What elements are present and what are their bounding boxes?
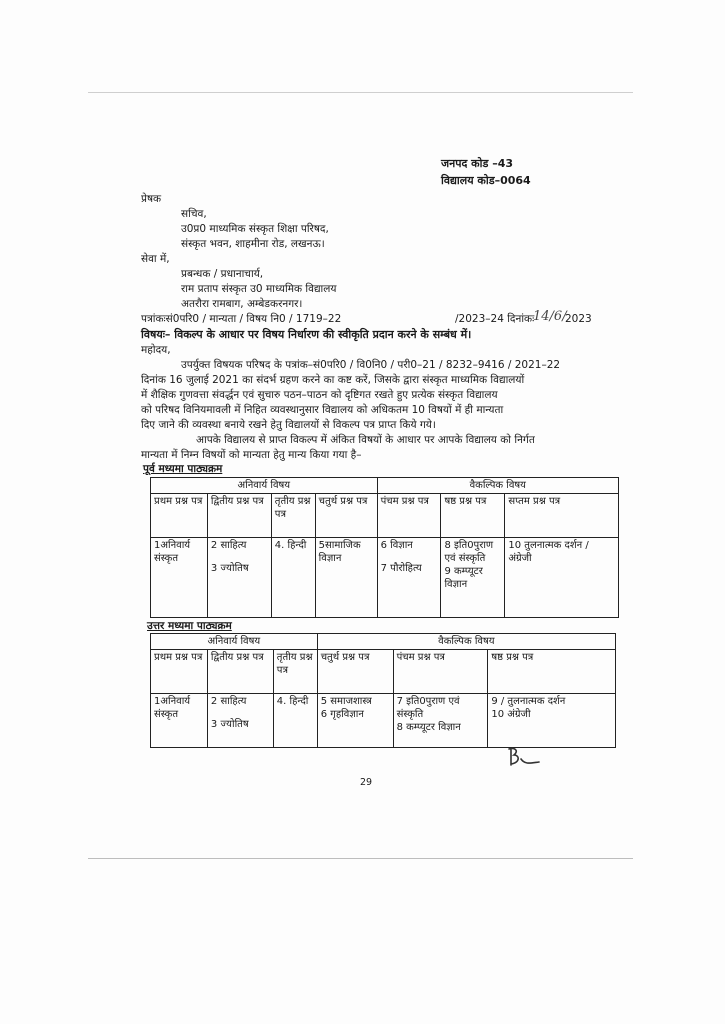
cell-text: 1अनिवार्य संस्कृत — [154, 540, 191, 564]
column-header: पंचम प्रश्न पत्र — [377, 494, 441, 538]
table-cell — [151, 694, 208, 748]
sender-line: सचिव, — [181, 208, 207, 220]
cell-text: 3 ज्योतिष — [210, 563, 249, 574]
table-group-row — [151, 478, 619, 494]
cell-text: 2 साहित्य — [210, 696, 247, 707]
cell-text: 1अनिवार्य संस्कृत — [154, 696, 191, 720]
table1-title: पूर्व मध्यमा पाठ्यक्रम — [143, 463, 223, 475]
cell-text: 2 साहित्य — [210, 540, 247, 551]
paragraph-line: दिए जाने की व्यवस्था बनाये रखने हेतु विद्यालयों से विकल्प पत्र प्राप्त किये गये। — [141, 419, 436, 431]
cell-text: 5सामाजिक विज्ञान — [318, 540, 361, 564]
paragraph-line: को परिषद विनियमावली में निहित व्यवस्थानुसार विद्यालय को अधिकतम 10 विषयों में ही मान्यता — [141, 404, 504, 416]
cell-text: 10 तुलनात्मक दर्शन / अंग्रेजी — [508, 540, 589, 564]
table-row — [151, 694, 616, 748]
group-header-optional: वैकल्पिक विषय — [317, 634, 615, 650]
reference-number: पत्रांकःसं0परि0 / मान्यता / विषय नि0 / 1719–22 — [141, 313, 342, 325]
column-header: तृतीय प्रश्न पत्र — [273, 650, 317, 694]
handwritten-initials — [505, 745, 545, 771]
cell-text: 4. हिन्दी — [276, 696, 309, 707]
column-header: द्वितीय प्रश्न पत्र — [207, 494, 271, 538]
top-scan-line — [88, 92, 633, 93]
table-cell — [151, 538, 208, 618]
table-row — [151, 538, 619, 618]
sender-label: प्रेषक — [141, 193, 162, 205]
table-cell — [488, 694, 616, 748]
column-header: चतुर्थ प्रश्न पत्र — [315, 494, 377, 538]
recipient-line: राम प्रताप संस्कृत उ0 माध्यमिक विद्यालय — [181, 283, 337, 295]
table-cell — [377, 538, 441, 618]
page-number: 29 — [360, 777, 373, 788]
cell-text: 10 अंग्रेजी — [491, 709, 531, 720]
district-code: जनपद कोड –43 — [441, 157, 514, 170]
table-uttar-madhyama — [150, 633, 616, 748]
cell-text: 8 इति0पुराण एवं संस्कृति — [444, 540, 494, 564]
cell-text: 7 पौरोहित्य — [380, 563, 422, 574]
group-header-mandatory: अनिवार्य विषय — [151, 478, 378, 494]
column-header: प्रथम प्रश्न पत्र — [151, 494, 208, 538]
group-header-mandatory: अनिवार्य विषय — [151, 634, 318, 650]
recipient-label: सेवा में, — [141, 253, 170, 265]
table-cell — [441, 538, 505, 618]
column-header: सप्तम प्रश्न पत्र — [505, 494, 619, 538]
bottom-scan-line — [88, 858, 633, 859]
column-header: द्वितीय प्रश्न पत्र — [207, 650, 273, 694]
table-header-row — [151, 650, 616, 694]
column-header: पंचम प्रश्न पत्र — [393, 650, 488, 694]
school-code: विद्यालय कोड–0064 — [441, 174, 531, 187]
column-header: षष्ठ प्रश्न पत्र — [441, 494, 505, 538]
table-cell — [317, 694, 393, 748]
cell-text: 9 कम्प्यूटर विज्ञान — [444, 566, 483, 590]
table-cell — [505, 538, 619, 618]
table-group-row — [151, 634, 616, 650]
table-cell — [207, 538, 271, 618]
table-purva-madhyama — [150, 477, 619, 618]
cell-text: 5 समाजशास्त्र — [320, 696, 372, 707]
handwritten-date: 14/6/ — [533, 309, 567, 324]
column-header: चतुर्थ प्रश्न पत्र — [317, 650, 393, 694]
recipient-line: अतरौरा रामबाग, अम्बेडकरनगर। — [181, 298, 303, 310]
table2-title: उत्तर मध्यमा पाठ्यक्रम — [147, 620, 232, 632]
paragraph-line: दिनांक 16 जुलाई 2021 का संदर्भ ग्रहण करने का कष्ट करें, जिसके द्वारा संस्कृत माध्यमिक विद्यालयों — [141, 374, 525, 386]
table-cell — [271, 538, 315, 618]
group-header-optional: वैकल्पिक विषय — [377, 478, 618, 494]
table-cell — [207, 694, 273, 748]
table-cell — [273, 694, 317, 748]
table-cell — [315, 538, 377, 618]
paragraph-line: उपर्युक्त विषयक परिषद के पत्रांक–सं0परि0 / वि0नि0 / परी0–21 / 8232–9416 / 2021–22 — [181, 359, 561, 371]
cell-text: 7 इति0पुराण एवं संस्कृति — [396, 696, 460, 720]
sender-line: संस्कृत भवन, शाहमीना रोड, लखनऊ। — [181, 238, 325, 250]
recipient-line: प्रबन्धक / प्रधानाचार्य, — [181, 268, 264, 280]
table-cell — [393, 694, 488, 748]
column-header: तृतीय प्रश्न पत्र — [271, 494, 315, 538]
cell-text: 8 कम्प्यूटर विज्ञान — [396, 722, 461, 733]
cell-text: 6 गृहविज्ञान — [320, 709, 364, 720]
reference-date-label: /2023–24 दिनांकः — [455, 313, 535, 325]
reference-year: 2023 — [565, 313, 592, 325]
sender-line: उ0प्र0 माध्यमिक संस्कृत शिक्षा परिषद, — [181, 223, 329, 235]
table-header-row — [151, 494, 619, 538]
cell-text: 6 विज्ञान — [380, 540, 413, 551]
cell-text: 9 / तुलनात्मक दर्शन — [491, 696, 566, 707]
column-header: षष्ठ प्रश्न पत्र — [488, 650, 616, 694]
column-header: प्रथम प्रश्न पत्र — [151, 650, 208, 694]
paragraph-line: आपके विद्यालय से प्राप्त विकल्प में अंकित विषयों के आधार पर आपके विद्यालय को निर्गत — [196, 434, 535, 446]
paragraph-line: मान्यता में निम्न विषयों को मान्यता हेतु मान्य किया गया है– — [141, 449, 362, 461]
cell-text: 3 ज्योतिष — [210, 719, 249, 730]
salutation: महोदय, — [141, 344, 171, 356]
cell-text: 4. हिन्दी — [274, 540, 307, 551]
subject-line: विषयः– विकल्प के आधार पर विषय निर्धारण की स्वीकृति प्रदान करने के सम्बंध में। — [141, 328, 472, 341]
paragraph-line: में शैक्षिक गुणवत्ता संवर्द्धन एवं सुचारु पठन–पाठन को दृष्टिगत रखते हुए प्रत्येक संस्कृत विद्यालय — [141, 389, 498, 401]
